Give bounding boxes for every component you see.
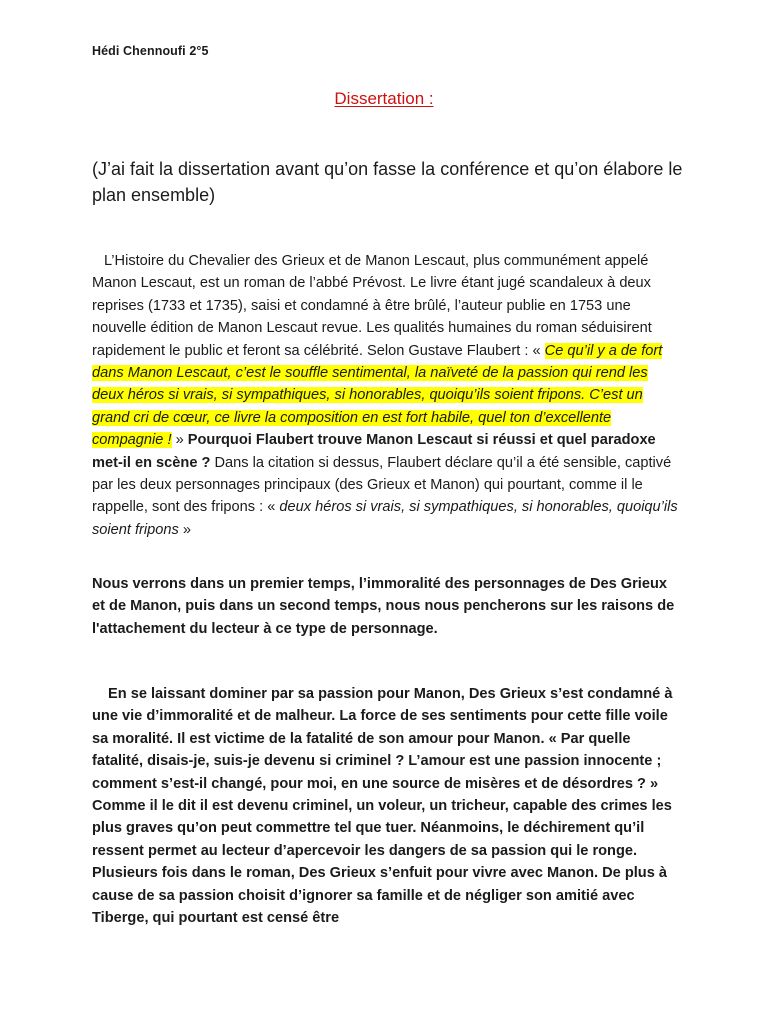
intro-text: L’Histoire du Chevalier des Grieux et de Manon Lescaut, plus communément appelé Manon Lescaut, est un roman de l’abbé Prévost. Le livre étant jugé scandaleux à deux reprises (1733 et 1735), saisi et condamné à être brûlé, l’auteur publie en 1753 une nouvelle édition de Manon Lescaut revue. Les qualités humaines du roman séduisirent rapidement le public et feront sa célébrité. Selon Gustave Flaubert : « (92, 253, 652, 359)
preliminary-note: (J’ai fait la dissertation avant qu’on fasse la conférence et qu’on élabore le plan ensemble) (92, 159, 683, 205)
introduction-paragraph (92, 250, 682, 541)
author-name: Hédi Chennoufi 2°5 (92, 44, 209, 58)
flaubert-quote-highlight: Ce qu’il y a de fort dans Manon Lescaut, c’est le souffle sentimental, la naïveté de la passion qui rend les deux héros si vrais, si sympathiques, si honorables, quoiqu’ils soient fripons. C’est un grand cri de cœur, ce livre la composition en est fort habile, quel ton d’excellente compagnie ! (92, 342, 663, 449)
problematic-question: Pourquoi Flaubert trouve Manon Lescaut si réussi et quel paradoxe met-il en scène ? (92, 432, 656, 471)
analysis-text: Dans la citation si dessus, Flaubert déclare qu’il a été sensible, captivé par les deux personnages principaux (des Grieux et Manon) qui pourtant, comme il le rappelle, sont des fripons : « (92, 454, 672, 516)
body-paragraph-text: En se laissant dominer par sa passion pour Manon, Des Grieux s’est condamné à une vie d’immoralité et de malheur. La force de ses sentiments pour cette fille voile sa moralité. Il est victime de la fatalité de son amour pour Manon. « Par quelle fatalité, disais-je, suis-je devenu si criminel ? L’amour est une passion innocente ; comment s’est-il changé, pour moi, en une source de misères et de désordres ? » Comme il le dit il est devenu criminel, un voleur, un tricheur, capable des crimes les plus graves qu’on peut commettre tel que tuer. Néanmoins, le déchirement qu’il ressent permet au lecteur d’apercevoir les dangers de sa passion qui le ronge. Plusieurs fois dans le roman, Des Grieux s’enfuit pour vivre avec Manon. De plus à cause de sa passion choisit d’ignorer sa famille et de négliger son amitié avec Tiberge, qui pourtant est censé être (92, 686, 673, 927)
page-title-text: Dissertation : (334, 89, 434, 108)
page-title (0, 89, 768, 109)
quote-close-mark: » (175, 432, 184, 449)
analysis-quote: deux héros si vrais, si sympathiques, si honorables, quoiqu’ils soient fripons (92, 499, 678, 538)
plan-paragraph: Nous verrons dans un premier temps, l’immoralité des personnages de Des Grieux et de Manon, puis dans un second temps, nous nous pencherons sur les raisons de l'attachement du lecteur à ce type de personnage. (92, 576, 675, 637)
analysis-close-mark: » (182, 521, 191, 538)
body-paragraph (92, 683, 682, 929)
